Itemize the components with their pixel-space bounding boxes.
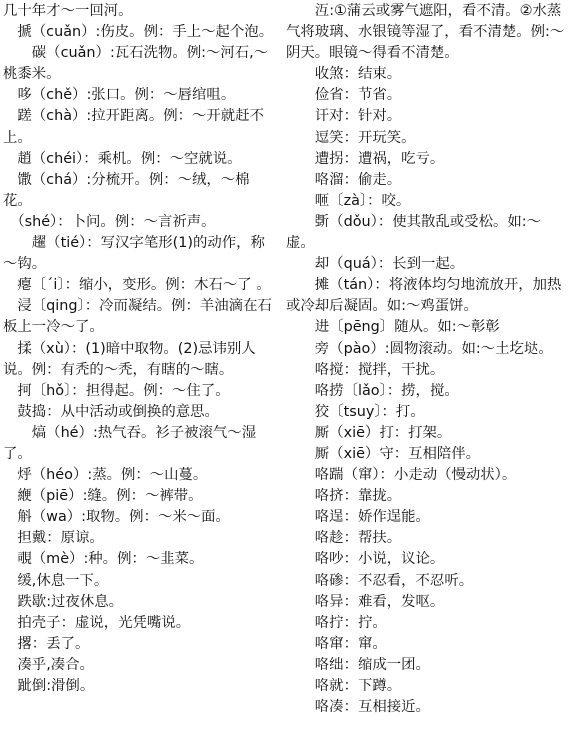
entry-headword: 缓 [3,572,32,589]
dictionary-entry [286,128,565,149]
dictionary-entry [3,571,276,592]
entry-definition: ：遭祸，吃亏。 [343,150,445,167]
entry-headword: 逗笑 [286,129,344,146]
entry-definition: ：小走动（慢动状）。 [379,467,517,484]
entry-headword: 沍 [286,3,330,19]
entry-headword: 咯窜 [286,635,344,652]
entry-definition: ：乘机。例：～空就说。 [83,150,242,167]
entry-definition: ：不忍看，不忍听。 [343,572,474,589]
dictionary-entry [286,465,565,486]
dictionary-entry [286,149,565,170]
entry-definition: ：丢了。 [31,635,90,652]
dictionary-entry [286,381,565,402]
dictionary-entry [286,254,565,275]
entry-headword: 咯逞 [286,509,344,526]
entry-definition: ,凑合。 [46,656,94,673]
entry-headword: 碳（cuǎn） [3,45,110,62]
dictionary-entry [286,191,565,212]
entry-definition: ：帮扶。 [343,530,402,547]
dictionary-entry [286,549,565,570]
entry-definition: 几十年才～一回河。 [3,3,133,19]
entry-definition: ：针对。 [343,108,402,125]
entry-headword: 咯吵 [286,551,344,568]
entry-headword: 咯捞〔lǎo〕 [286,382,387,399]
dictionary-entry [3,655,276,676]
dictionary-entry [286,507,565,528]
entry-definition: :①蒲云或雾气遮阳，看不清。②水蒸气将玻璃、水银镜等湿了，看不清楚。例:～阴天。眼镜～得看不清楚。 [286,3,565,62]
entry-definition: ：从中活动或倒换的意思。 [46,403,219,420]
entry-definition: ：冷而凝结。例：羊油滴在石板上一冷～了。 [3,298,272,336]
dictionary-entry [3,613,276,634]
entry-headword: 馓（chá） [3,171,87,188]
entry-headword: 撂 [3,635,32,652]
dictionary-entry [286,85,565,106]
entry-definition: ：担得起。例：～住了。 [71,382,230,399]
dictionary-entry [286,212,565,254]
dictionary-entry [286,402,565,423]
entry-headword: 咂〔zà〕 [286,192,368,209]
entry-definition: ：捞，搅。 [386,382,459,399]
entry-definition: :取物。例：～米～面。 [81,509,230,526]
entry-headword: 旁（pào） [286,340,385,357]
entry-definition: ：节省。 [343,87,402,104]
entry-definition: :缝。例：～裤带。 [82,488,203,505]
entry-headword: 凑乎 [3,656,47,673]
entry-headword: （shé） [3,213,58,230]
entry-definition: ：下蹲。 [343,678,402,694]
dictionary-entry [286,655,565,676]
entry-headword: 俭省 [286,87,344,104]
dictionary-entry [3,486,276,507]
entry-definition: ：(1)暗中取物。(2)忌讳别人说。例：有秃的～秃，有瞎的～瞎。 [3,340,256,378]
entry-definition: :过夜休息。 [46,593,123,610]
entry-headword: 跌歇 [3,593,47,610]
right-column [280,0,569,729]
entry-headword: 咯凑 [286,699,344,716]
entry-definition: ：难看，发呕。 [343,593,445,610]
entry-headword: 浸〔qing〕 [3,298,85,315]
entry-definition: ：缩成一团。 [343,656,430,673]
dictionary-entry [3,1,276,22]
entry-headword: 瘪〔ˊi〕 [3,277,65,294]
entry-definition: :蒸。例：～山蔓。 [87,467,208,484]
entry-headword: 咯踹（窜） [286,467,380,484]
entry-definition: ,休息一下。 [31,572,109,589]
entry-definition: ：拧。 [343,614,387,631]
entry-definition: ：结束。 [343,66,402,83]
dictionary-entry [3,634,276,655]
entry-definition: ：偷走。 [343,171,402,188]
left-column [0,0,280,729]
entry-definition: ：小说，议论。 [343,551,445,568]
entry-headword: 厮（xiē） [286,445,380,462]
entry-headword: 咯碜 [286,572,344,589]
entry-headword: 摊（tán） [286,277,375,294]
entry-headword: 却（quá） [286,256,378,273]
entry-headword: 拍壳子 [3,614,61,631]
entry-definition: ：靠拢。 [343,488,402,505]
dictionary-entry [3,43,276,85]
dictionary-entry [286,170,565,191]
dictionary-entry [3,423,276,465]
entry-headword: 緶（piē） [3,488,83,505]
dictionary-entry [3,381,276,402]
entry-headword: 进〔pēng〕 [286,319,395,336]
entry-definition: :圆物滚动。如:～土圪垯。 [384,340,553,357]
dictionary-entry [286,676,565,697]
dictionary-entry [3,233,276,275]
entry-definition: :分梳开。例：～绒，～棉花。 [3,171,250,209]
entry-definition: :拉开距离。例：～开就赶不上。 [3,108,264,146]
entry-headword: 咯挤 [286,488,344,505]
dictionary-entry [3,549,276,570]
entry-headword: 咯趁 [286,530,344,547]
dictionary-entry [3,465,276,486]
dictionary-entry [286,571,565,592]
entry-definition: :瓦石洗物。例:～河石,～桃黍米。 [3,45,269,83]
entry-headword: 咯溜 [286,171,344,188]
entry-definition: 守：互相陪伴。 [379,445,481,462]
dictionary-entry [286,697,565,718]
entry-definition: :种。例：～韭菜。 [83,551,204,568]
entry-headword: 揉（xù） [3,340,71,357]
entry-definition: :张口。例：～唇绾咀。 [86,87,236,104]
entry-definition: ：写汉字笔形(1)的动作，称～钩。 [3,235,265,273]
entry-headword: 趙（chéi） [3,150,84,167]
entry-headword: 咯搅 [286,361,344,378]
dictionary-entry [3,402,276,423]
entry-definition: 随从。如:～彰彰 [394,319,500,336]
entry-definition: ：长到一起。 [377,256,465,273]
entry-headword: 狡〔tsuy〕 [286,403,382,420]
entry-headword: 跐倒 [3,678,47,694]
entry-headword: 抲〔hǒ〕 [3,382,72,399]
entry-headword: 覗（mè） [3,551,84,568]
entry-definition: ：原谅。 [46,530,104,547]
entry-definition: ：使其散乱或受松。如:～虚。 [286,213,541,252]
entry-headword: 讦对 [286,108,344,125]
dictionary-entry [3,85,276,106]
dictionary-entry [3,212,276,233]
entry-headword: 厮（xiē） [286,424,380,441]
entry-definition: :热气吞。衫子被滚气～湿了。 [3,424,257,462]
dictionary-entry [286,592,565,613]
entry-headword: 斛（wa） [3,509,82,526]
entry-headword: 担戴 [3,530,47,547]
dictionary-entry [286,486,565,507]
entry-headword: 哆（chě） [3,87,87,104]
entry-headword: 咯就 [286,678,344,694]
dictionary-entry [286,634,565,655]
entry-definition: ：搅拌，干扰。 [343,361,445,378]
entry-headword: 搋（cuǎn） [3,24,96,41]
dictionary-entry [3,296,276,338]
entry-headword: 收煞 [286,66,344,83]
dictionary-entry [3,275,276,296]
dictionary-entry [286,444,565,465]
entry-headword: 烀（héo） [3,467,88,484]
dictionary-entry [286,275,565,317]
dictionary-entry [286,339,565,360]
dictionary-entry [3,507,276,528]
entry-definition: 打：打架。 [379,424,452,441]
entry-definition: ：窜。 [343,635,387,652]
entry-definition: ：咬。 [367,192,411,209]
dictionary-entry [3,149,276,170]
entry-definition: ：将液体均匀地流放开，加热或冷却后凝固。如:～鸡蛋饼。 [286,277,562,315]
entry-definition: ：卜问。例：～言祈声。 [57,213,216,230]
entry-headword: 熇（hé） [3,424,93,441]
dictionary-entry [286,106,565,127]
dictionary-entry [286,528,565,549]
entry-headword: 鼓捣 [3,403,47,420]
dictionary-entry [3,106,276,148]
dictionary-entry [3,528,276,549]
entry-headword: 咯异 [286,593,344,610]
entry-headword: 咯拧 [286,614,344,631]
dictionary-entry [286,64,565,85]
entry-headword: 斲（dǒu） [286,213,378,230]
dictionary-entry [286,423,565,444]
entry-definition: ：娇作逞能。 [343,509,430,526]
entry-definition: ：打。 [381,403,425,420]
entry-definition: ：开玩笑。 [343,129,416,146]
entry-headword: 趯（tié） [3,235,87,252]
entry-headword: 蹉（chà） [3,108,87,125]
dictionary-entry [3,22,276,43]
dictionary-entry [286,360,565,381]
entry-definition: :伤皮。例：手上～起个泡。 [95,24,274,41]
dictionary-entry [286,317,565,338]
entry-definition: ：互相接近。 [343,699,430,716]
dictionary-entry [3,339,276,381]
dictionary-entry [3,170,276,212]
entry-headword: 遭拐 [286,150,344,167]
entry-definition: ：虚说，光凭嘴说。 [60,614,191,631]
dictionary-entry [3,592,276,613]
dictionary-entry [286,1,565,64]
dictionary-entry [286,613,565,634]
entry-definition: :滑倒。 [46,678,95,694]
entry-headword: 咯绌 [286,656,344,673]
entry-definition: ：缩小，变形。例：木石～了 。 [64,277,271,294]
dictionary-entry [3,676,276,697]
